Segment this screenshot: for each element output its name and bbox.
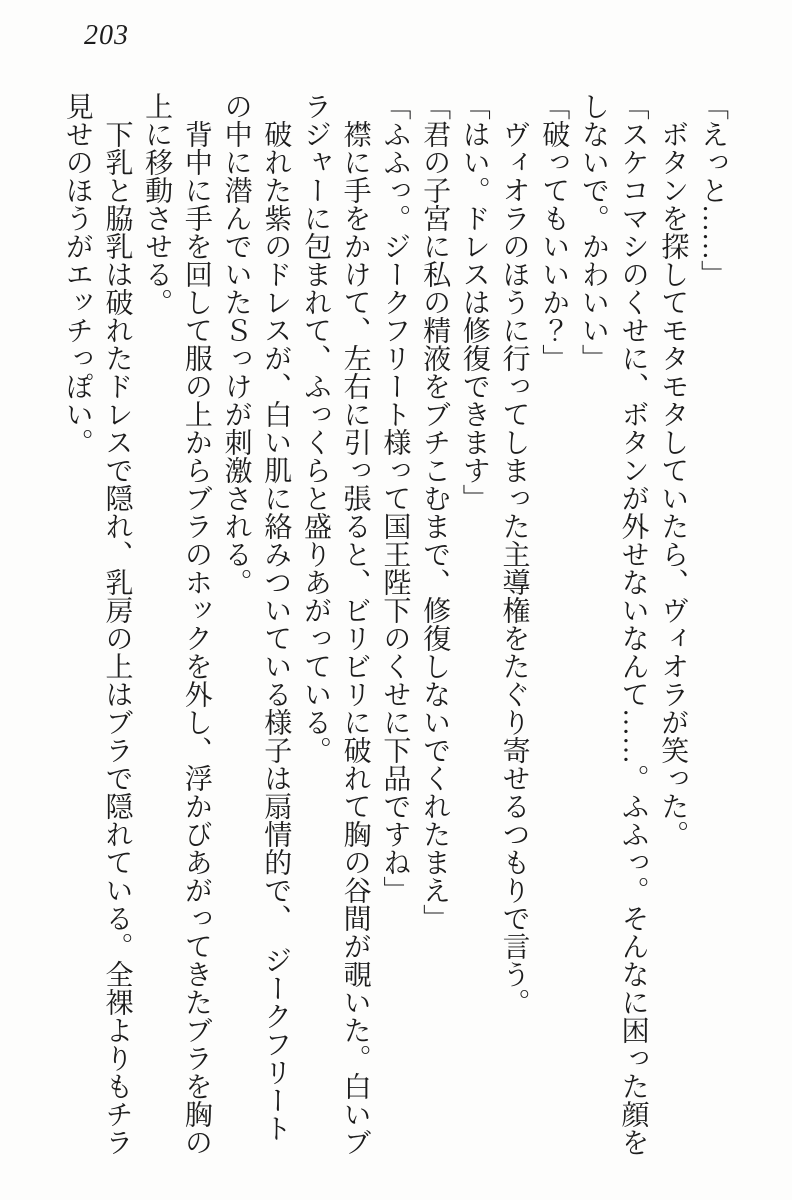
paragraph: 襟に手をかけて、左右に引っ張ると、ビリビリに破れて胸の谷間が覗いた。白いブラジャーに包まれて、ふっくらと盛りあがっている。 (299, 92, 371, 1156)
paragraph: 「スケコマシのくせに、ボタンが外せないなんて……。ふふっ。そんなに困った顔をしないで。かわいい」 (577, 92, 649, 1156)
paragraph: 「破ってもいいか？」 (538, 92, 570, 372)
paragraph: 「君の子宮に私の精液をブチこむまで、修復しないでくれたまえ」 (419, 92, 451, 932)
vertical-text-block (57, 92, 732, 1168)
paragraph: ボタンを探してモタモタしていたら、ヴィオラが笑った。 (657, 92, 689, 848)
paragraph: 「はい。ドレスは修復できます」 (458, 92, 490, 512)
paragraph: 「えっと……」 (697, 92, 728, 288)
paragraph: 背中に手を回して服の上からブラのホックを外し、浮かびあがってきたブラを胸の上に移動させる。 (141, 92, 212, 1156)
paragraph: 下乳と脇乳は破れたドレスで隠れ、乳房の上はブラで隠れている。全裸よりもチラ見せのほうがエッチっぽい。 (61, 92, 133, 1156)
page-number: 203 (84, 20, 129, 51)
paragraph: ヴィオラのほうに行ってしまった主導権をたぐり寄せるつもりで言う。 (498, 92, 530, 1016)
paragraph: 「ふふっ。ジークフリート様って国王陛下のくせに下品ですね」 (379, 92, 411, 904)
paragraph: 破れた紫のドレスが、白い肌に絡みついている様子は扇情的で、 ジークフリートの中に潜んでいたＳっけが刺激される。 (220, 92, 292, 1142)
